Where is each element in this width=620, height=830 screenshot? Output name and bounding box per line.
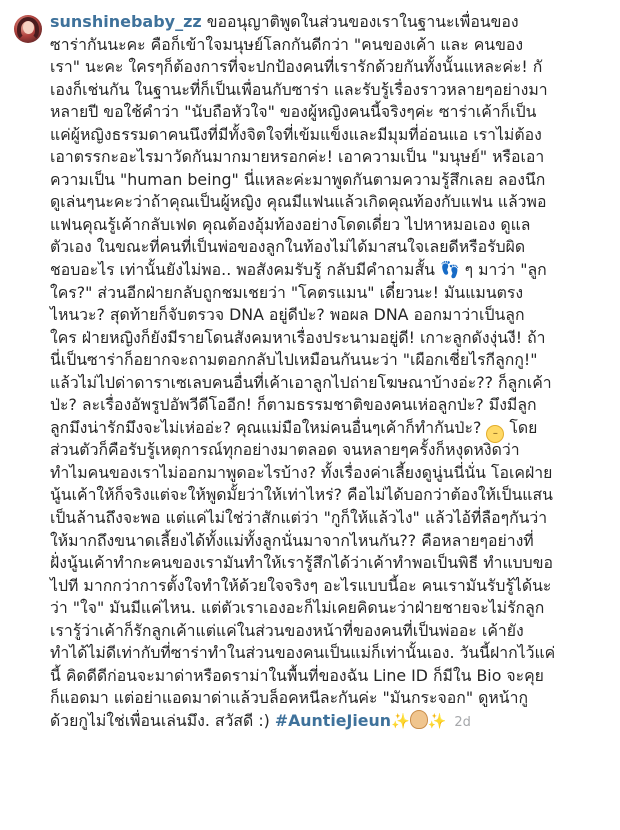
- comment-line: หลายปี ขอใช้คำว่า "นับถือหัวใจ" ของผู้หญิงคนนี้จริงๆค่ะ ซาร่าเค้าก็เป็น: [50, 102, 537, 122]
- footprints-emoji-icon: 👣: [439, 260, 460, 280]
- comment-line: เรารู้ว่าเค้าก็รักลูกเค้าแต่แค่ในส่วนของหน้าที่ของคนที่เป็นพ่ออะ เค้ายัง: [50, 620, 524, 640]
- sparkles-icon: ✨: [427, 711, 447, 730]
- comment-line: ด้วยกูไม่ใช่เพื่อนเล่นมึง. สวัสดี :) #AuntieJieun✨ ✨ 2d: [50, 710, 471, 730]
- comment-line: ชอบอะไร เท่านั้นยังไม่พอ.. พอสังคมรับรู้ กลับมีคำถามสั้น 👣 ๆ มาว่า "ลูก: [50, 260, 547, 280]
- person-emoji-icon: [410, 710, 428, 729]
- comment-line: แค่ผู้หญิงธรรมดาคนนึงที่มีทั้งจิตใจที่เข้มแข็งและมีมุมที่อ่อนแอ เราไม่ต้อง: [50, 124, 542, 144]
- comment-line: ทำไมคนของเราไม่ออกมาพูดอะไรบ้าง? ทั้งเรื่องค่าเลี้ยงดูนู่นนี่นั่น โอเคฝ่าย: [50, 462, 553, 482]
- avatar[interactable]: [14, 15, 42, 43]
- comment-line: ฝั่งนู้นเค้าทำกะคนของเรามันทำให้เรารู้สึกได้ว่าเค้าทำพอเป็นพิธี ทำแบบขอ: [50, 553, 553, 573]
- comment-line: ก็แอดมา แต่อย่าแอดมาด่าแล้วบล็อคหนีละกันค่ะ "มันกระจอก" ดูหน้ากู: [50, 688, 529, 708]
- comment-line: ส่วนตัวก็คือรับรู้เหตุการณ์ทุกอย่างมาตลอด จนหลายๆครั้งก็หงุดหงิดว่า: [50, 440, 520, 460]
- comment-line: เองก็เช่นกัน ในฐานะที่ก็เป็นเพื่อนกับซาร่า และรับรู้เรื่องราวหลายๆอย่างมา: [50, 79, 548, 99]
- comment-line: เอาตรรกะอะไรมาวัดกันมากมายหรอกค่ะ! เอาความเป็น "มนุษย์" หรือเอา: [50, 147, 545, 167]
- comment-line: ตัวเอง ในขณะที่คนที่เป็นพ่อของลูกในท้องไม่ได้มาสนใจเลยดีหรือรับผิด: [50, 237, 526, 257]
- comment-line: ป่ะ? ละเรื่องอัพรูปอัพวีดีโออีก! ก็ตามธรรมชาติของคนเห่อลูกป่ะ? มึงมีลูก: [50, 395, 537, 415]
- username-link[interactable]: sunshinebaby_zz: [50, 12, 202, 31]
- comment-line: ใคร?" ส่วนอีกฝ่ายกลับถูกชมเชยว่า "โคตรแมน" เดี๋ยวนะ! มันแมนตรง: [50, 282, 524, 302]
- comment-line: sunshinebaby_zz ขออนุญาติพูดในส่วนของเราในฐานะเพื่อนของ: [50, 12, 519, 31]
- comment-line: ความเป็น "human being" นี่แหละค่ะมาพูดกันตามความรู้สึกเลย ลองนึก: [50, 169, 546, 189]
- comment-line: ใคร ฝ่ายหญิงก็ยังมีรายโดนสังคมหาเรื่องประนามอยู่ดี! เกาะลูกดังงุ่นงี! ถ้า: [50, 327, 546, 347]
- comment-line: ลูกมึงน่ารักมึงจะไม่เห่ออ่ะ? คุณแม่มือใหม่คนอื่นๆเค้าก็ทำกันป่ะ? – โดย: [50, 417, 606, 440]
- comment-line: ว่า "ใจ" มันมีแค่ไหน. แต่ตัวเราเองอะก็ไม่เคยคิดนะว่าฝ่ายชายจะไม่รักลูก: [50, 598, 545, 618]
- comment-line: แฟนคุณรู้เค้ากลับเฟด คุณต้องอุ้มท้องอย่างโดดเดี่ยว ไปหาหมอเอง ดูแล: [50, 214, 531, 234]
- comment-line: ไหนวะ? สุดท้ายก็จับตรวจ DNA อยู่ดีป่ะ? พอผล DNA ออกมาว่าเป็นลูก: [50, 305, 525, 325]
- comment-line: นู้นเค้าให้ก็จริงแต่จะให้พูดมั้ยว่าให้เท่าไหร่? คือไม่ได้บอกว่าต้องให้เป็นแสน: [50, 485, 553, 505]
- comment-line: นี้ คิดดีดีก่อนจะมาด่าหรือดราม่าในพื้นที่ของฉัน Line ID ก็มีใน Bio จะคุย: [50, 665, 544, 685]
- comment-line: นี่เป็นซาร่าก็อยากจะถามตอกกลับไปเหมือนกันนะว่า "เผือกเชี่ยไรกีลูกกู!": [50, 350, 538, 370]
- comment-line: ให้มากถึงขนาดเลี้ยงได้ทั้งแม่ทั้งลูกนั่นมาจากไหนกัน?? คือหลายๆอย่างที่: [50, 530, 534, 550]
- comment-line: แล้วไม่ไปด่าดาราเซเลบคนอื่นที่เค้าเอาลูกไปถ่ายโฆษณาบ้างอ่ะ?? ก็ลูกเค้า: [50, 372, 552, 392]
- comment-line: ซาร่ากันนะคะ คือก็เข้าใจมนุษย์โลกกันดีกว่า "คนของเค้า และ คนของ: [50, 34, 524, 54]
- comment-text: [50, 11, 606, 733]
- comment-line: ไปที มากกว่าการตั้งใจทำให้ด้วยใจจริงๆ อะไรแบบนี้อะ คนเรามันรับรู้ได้นะ: [50, 575, 552, 595]
- avatar-hair: [17, 17, 39, 41]
- comment-timestamp: 2d: [454, 714, 471, 730]
- comment-line: เป็นล้านถึงจะพอ แต่แค่ไม่ใช่ว่าสักแต่ว่า "กูก็ให้แล้วไง" แล้วไอ้ที่ลือๆกันว่า: [50, 508, 548, 528]
- comment-line: ดูเล่นๆนะคะว่าถ้าคุณเป็นผู้หญิง คุณมีแฟนแล้วเกิดคุณท้องกับแฟน แล้วพอ: [50, 192, 547, 212]
- comment-line: ทำได้ไม่ดีเท่ากับที่ซาร่าทำในส่วนของคนเป็นแม่ก็เท่านั้นเอง. วันนี้ฝากไว้แค่: [50, 643, 556, 663]
- comment-line: เรา" นะคะ ใครๆก็ต้องการที่จะปกป้องคนที่เรารักด้วยกันทั้งนั้นแหละค่ะ! กั: [50, 57, 543, 77]
- hashtag-link[interactable]: #AuntieJieun: [274, 710, 391, 730]
- unamused-face-emoji-icon: –: [486, 425, 504, 443]
- sparkles-icon: ✨: [390, 711, 410, 730]
